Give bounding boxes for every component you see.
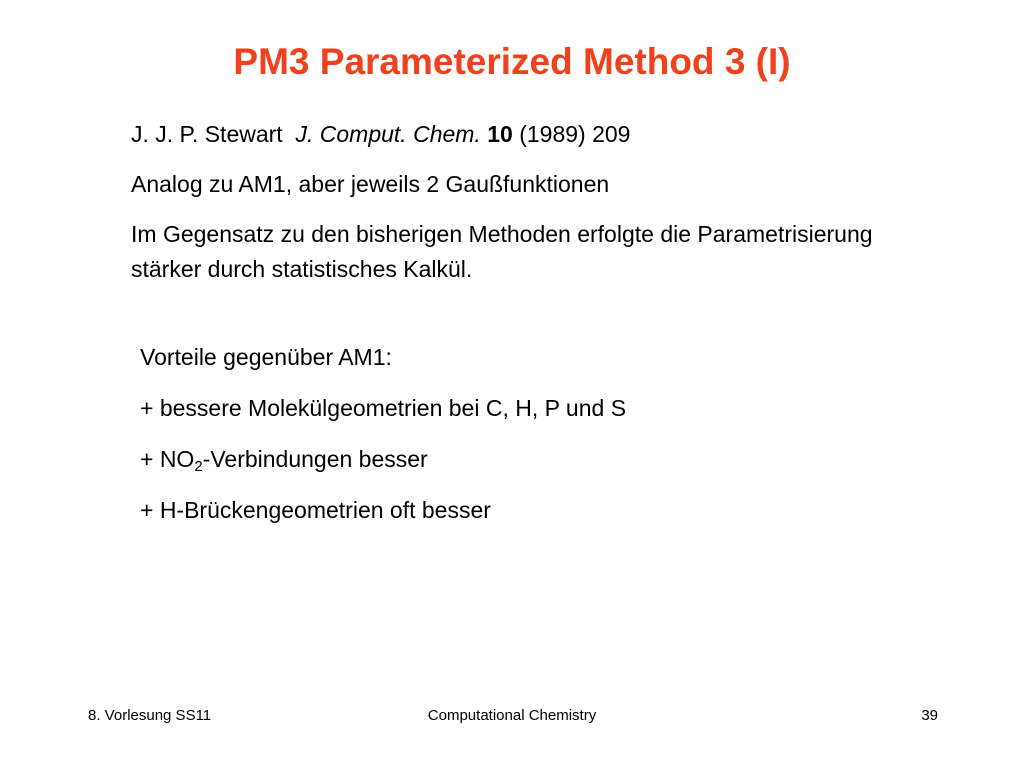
footer-course: Computational Chemistry xyxy=(427,707,597,724)
reference-year-pages: (1989) 209 xyxy=(519,121,631,147)
advantages-list xyxy=(140,340,900,544)
reference-volume: 10 xyxy=(487,121,513,147)
footer-lecture: 8. Vorlesung SS11 xyxy=(88,707,212,724)
advantage-no2-prefix: + NO xyxy=(140,446,195,472)
advantage-item: + H-Brückengeometrien oft besser xyxy=(140,497,491,523)
body-text xyxy=(131,117,931,302)
paragraph-parametrization: Im Gegensatz zu den bisherigen Methoden erfolgte die Parametrisierung stärker durch statistisches Kalkül. xyxy=(131,221,873,282)
advantages-heading: Vorteile gegenüber AM1: xyxy=(140,344,392,370)
advantage-no2-suffix: -Verbindungen besser xyxy=(202,446,428,472)
paragraph-analog: Analog zu AM1, aber jeweils 2 Gaußfunktionen xyxy=(131,171,610,197)
reference-line xyxy=(131,117,931,152)
advantage-item xyxy=(140,442,900,477)
reference-journal: J. Comput. Chem. xyxy=(295,121,481,147)
reference-author: J. J. P. Stewart xyxy=(131,121,283,147)
advantage-item: + bessere Molekülgeometrien bei C, H, P und S xyxy=(140,395,627,421)
footer-page-number: 39 xyxy=(921,707,938,724)
slide-title: PM3 Parameterized Method 3 (I) xyxy=(233,41,791,82)
advantage-no2-subscript: 2 xyxy=(194,458,203,475)
